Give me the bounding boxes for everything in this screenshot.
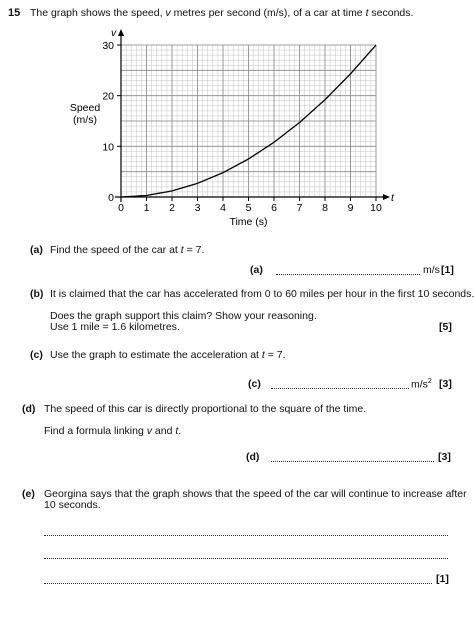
answer-e-line-1[interactable] (44, 534, 448, 536)
answer-a-unit: m/s (423, 264, 440, 276)
answer-c-label: (c) (248, 378, 261, 390)
part-d-line2 (44, 425, 181, 437)
intro-pre: The graph shows the speed, (30, 7, 166, 19)
x-tick-label: 4 (220, 202, 226, 214)
y-axis-label-line1: Speed (69, 101, 101, 114)
y-axis-arrow (118, 29, 124, 36)
x-tick-label: 5 (245, 202, 252, 214)
x-axis-var: t (391, 192, 394, 204)
x-tick-label: 9 (347, 202, 354, 214)
x-tick-label: 10 (370, 202, 382, 214)
answer-c-unit (411, 378, 432, 391)
x-tick-label: 8 (322, 202, 328, 214)
x-axis-arrow (383, 194, 390, 200)
y-tick-label: 0 (108, 192, 114, 204)
part-a-pre: Find the speed of the car at (50, 244, 181, 256)
part-b-marks: [5] (439, 321, 452, 333)
part-d-line2-mid: and (151, 425, 176, 437)
part-c-marks: [3] (439, 378, 452, 390)
part-e-label: (e) (22, 488, 35, 500)
answer-e-line-2[interactable] (44, 557, 448, 559)
speed-time-graph (0, 0, 474, 240)
answer-a-label: (a) (250, 264, 263, 276)
part-d-line2-post: . (178, 425, 182, 437)
intro-var-t: t (365, 7, 369, 19)
part-d-var-t: t (175, 425, 179, 437)
part-e-question: Georgina says that the graph shows that the speed of the car will continue to increase after (44, 488, 467, 500)
part-d-marks: [3] (438, 451, 451, 463)
x-tick-label: 6 (271, 202, 277, 214)
answer-d-line[interactable] (271, 460, 434, 462)
part-e-question-line2: 10 seconds. (44, 499, 101, 511)
y-tick-label: 20 (102, 90, 114, 103)
answer-d-label: (d) (246, 451, 260, 463)
answer-c-line[interactable] (271, 387, 409, 389)
question-number: 15 (8, 7, 21, 19)
y-tick-label: 30 (102, 40, 114, 52)
part-a-var: t (180, 244, 184, 256)
part-d-question: The speed of this car is directly proportional to the square of the time. (44, 403, 367, 415)
part-c-pre: Use the graph to estimate the acceleration at (50, 349, 262, 361)
intro-mid: metres per second (m/s), of a car at time (170, 7, 366, 19)
intro-var-v: v (165, 7, 171, 19)
part-a-question (50, 244, 204, 256)
part-c-var: t (261, 349, 265, 361)
part-c-post: = 7. (264, 349, 286, 361)
part-a-marks: [1] (441, 264, 454, 276)
answer-c-unit-base: m/s (411, 378, 428, 391)
intro-post: seconds. (368, 7, 414, 19)
part-a-post: = 7. (183, 244, 205, 256)
part-d-label: (d) (22, 403, 36, 415)
part-e-marks: [1] (436, 573, 449, 585)
x-tick-label: 0 (118, 202, 124, 214)
part-d-line2-pre: Find a formula linking (44, 425, 147, 437)
part-c-question (50, 349, 286, 361)
answer-e-line-3[interactable] (44, 582, 432, 584)
answer-c-unit-sup: 2 (427, 378, 432, 385)
y-axis-label-line2: (m/s) (73, 113, 97, 126)
part-c-label: (c) (30, 349, 43, 361)
grid-major (121, 45, 376, 197)
part-b-question: It is claimed that the car has accelerated from 0 to 60 miles per hour in the first 10 seconds. (50, 288, 474, 300)
y-axis-var: v (111, 27, 117, 39)
part-b-label: (b) (30, 288, 44, 300)
part-a-label: (a) (30, 244, 43, 256)
part-d-var-v: v (146, 425, 152, 437)
x-tick-label: 7 (296, 202, 303, 214)
x-tick-label: 3 (194, 202, 201, 214)
x-axis-label: Time (s) (229, 216, 268, 228)
answer-a-line[interactable] (276, 273, 420, 275)
x-tick-label: 2 (169, 202, 175, 214)
part-b-line2: Does the graph support this claim? Show your reasoning. (50, 310, 317, 322)
part-b-line3: Use 1 mile = 1.6 kilometres. (50, 321, 180, 333)
x-tick-label: 1 (143, 202, 150, 214)
y-tick-label: 10 (102, 141, 114, 154)
